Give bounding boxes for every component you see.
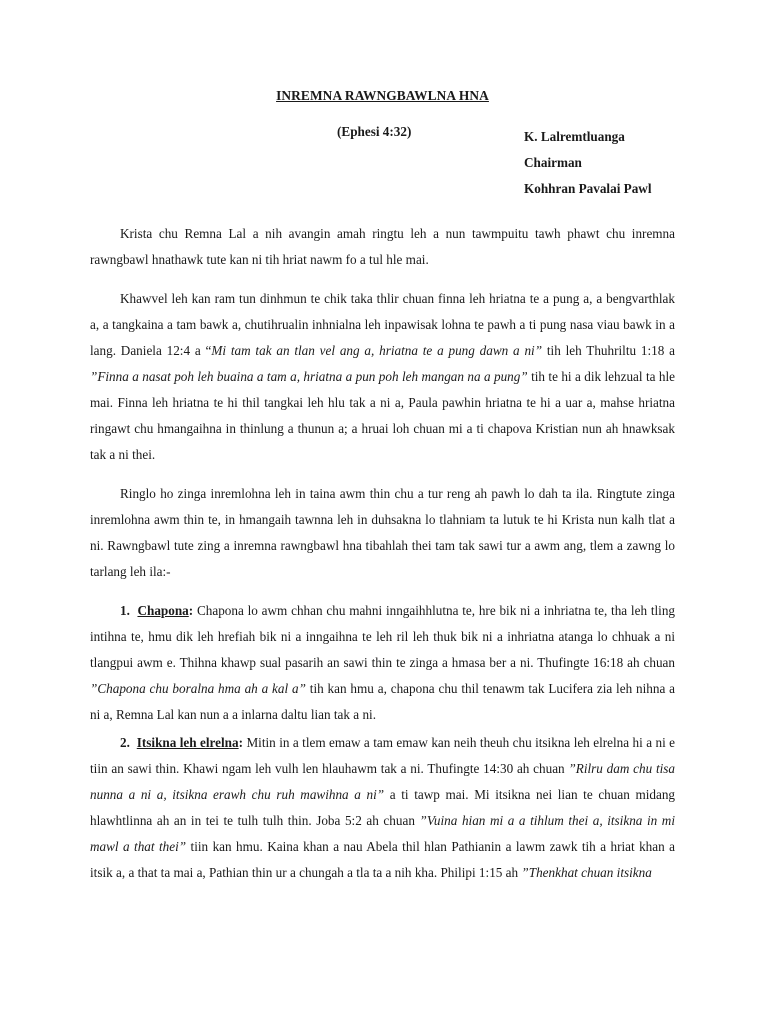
list-item-pride bbox=[90, 598, 675, 728]
scripture-reference: (Ephesi 4:32) bbox=[337, 124, 412, 139]
quote-proverbs-14: ”Rilru dam chu tisa nunna a ni a, itsikna erawh chu ruh mawihna a ni” bbox=[90, 761, 675, 802]
list-item-envy bbox=[90, 730, 675, 886]
document-body bbox=[90, 221, 675, 888]
paragraph-text: tih leh Thuhriltu 1:18 a bbox=[542, 343, 676, 358]
author-name: K. Lalremtluanga bbox=[524, 129, 625, 144]
quote-ecclesiastes: ”Finna a nasat poh leh buaina a tam a, hriatna a pun poh leh mangan na a pung” bbox=[90, 369, 528, 384]
quote-daniel: Mi tam tak an tlan vel ang a, hriatna te a pung dawn a ni” bbox=[211, 343, 543, 358]
item-heading: Itsikna leh elrelna: bbox=[136, 735, 244, 750]
author-role: Chairman bbox=[524, 155, 582, 170]
item-text: Chapona lo awm chhan chu mahni inngaihhlutna te, hre bik ni a inhriatna te, tha leh tling intihna te, hmu dik leh hrefiah bik ni a inngaihna te leh ril leh thuk bik ni a inhriatna atanga lo chhuak a ni tlangpui awm e. Thihna khawp sual pasarih an sawi thin te zinga a hmasa ber a ni. Thufingte 16:18 ah chuan bbox=[90, 603, 676, 670]
quote-proverbs: ”Chapona chu boralna hma ah a kal a” bbox=[90, 681, 306, 696]
item-text: tih kan hmu a, chapona chu thil tenawm tak Lucifera zia leh nihna a ni a, Remna Lal kan nun a a inlarna daltu lian tak a ni. bbox=[90, 681, 676, 722]
item-text: tiin kan hmu. Kaina khan a nau Abela thil hlan Pathianin a lawm zawk tih a hriat khan a itsik a, a that ta mai a, Pathian thin ur a chungah a tla ta a nih kha. Philipi 1:15 ah bbox=[90, 839, 676, 880]
quote-job: ”Vuina hian mi a a tihlum thei a, itsikna in mi mawl a that thei” bbox=[90, 813, 675, 854]
paragraph-text: Khawvel leh kan ram tun dinhmun te chik taka thlir chuan finna leh hriatna te a pung a, a bengvarthlak a, a tangkaina a tam bawk a, chutihrualin inhnialna leh inpawisak lohna te pawh a ti pung nasa viau bawk in a lang. Daniela 12:4 a “ bbox=[90, 291, 675, 358]
document-page bbox=[90, 0, 675, 1024]
author-organization: Kohhran Pavalai Pawl bbox=[524, 181, 652, 196]
paragraph-text: tih te hi a dik lehzual ta hle mai. Finna leh hriatna te hi thil tangkai leh hlu tak a ni a, Paula pawhin hriatna te hi a uar a, mahse hriatna ringawt chu hmangaihna in thinlung a thunun a; a hruai loh chuan mi a ti chapova Kristian nun ah hnawksak tak a ni thei. bbox=[90, 369, 675, 462]
author-block bbox=[524, 124, 652, 202]
page-title: INREMNA RAWNGBAWLNA HNA bbox=[276, 88, 489, 103]
item-heading: Chapona: bbox=[137, 603, 194, 618]
paragraph-knowledge bbox=[90, 286, 675, 468]
item-text: a ti tawp mai. Mi itsikna nei lian te chuan midang hlawhtlinna ah an in tei te tulh tulh thin. Joba 5:2 ah chuan bbox=[90, 787, 676, 828]
paragraph-believers bbox=[90, 481, 675, 585]
paragraph-intro bbox=[90, 221, 675, 273]
paragraph-text: Ringlo ho zinga inremlohna leh in taina awm thin chu a tur reng ah pawh lo dah ta ila. Ringtute zinga inremlohna awm thin te, in hmangaih tawnna leh in duhsakna lo tlahniam ta lutuk te hi Krista nun kalh tlat a ni. Rawngbawl tute zing a inremna rawngbawl hna tibahlah thei tam tak sawi tur a awm ang, tlem a zawng lo tarlang leh ila:- bbox=[90, 486, 675, 579]
item-text: Mitin in a tlem emaw a tam emaw kan neih theuh chu itsikna leh elrelna hi a ni e tiin an sawi thin. Khawi ngam leh vulh len hlauhawm tak a ni. Thufingte 14:30 ah chuan bbox=[90, 735, 676, 776]
paragraph-text: Krista chu Remna Lal a nih avangin amah ringtu leh a nun tawmpuitu tawh phawt chu inremna rawngbawl hnathawk tute kan ni tih hriat nawm fo a tul hle mai. bbox=[90, 226, 675, 267]
item-number: 1. bbox=[120, 603, 130, 618]
item-number: 2. bbox=[120, 735, 130, 750]
quote-philippians: ”Thenkhat chuan itsikna bbox=[521, 865, 652, 880]
